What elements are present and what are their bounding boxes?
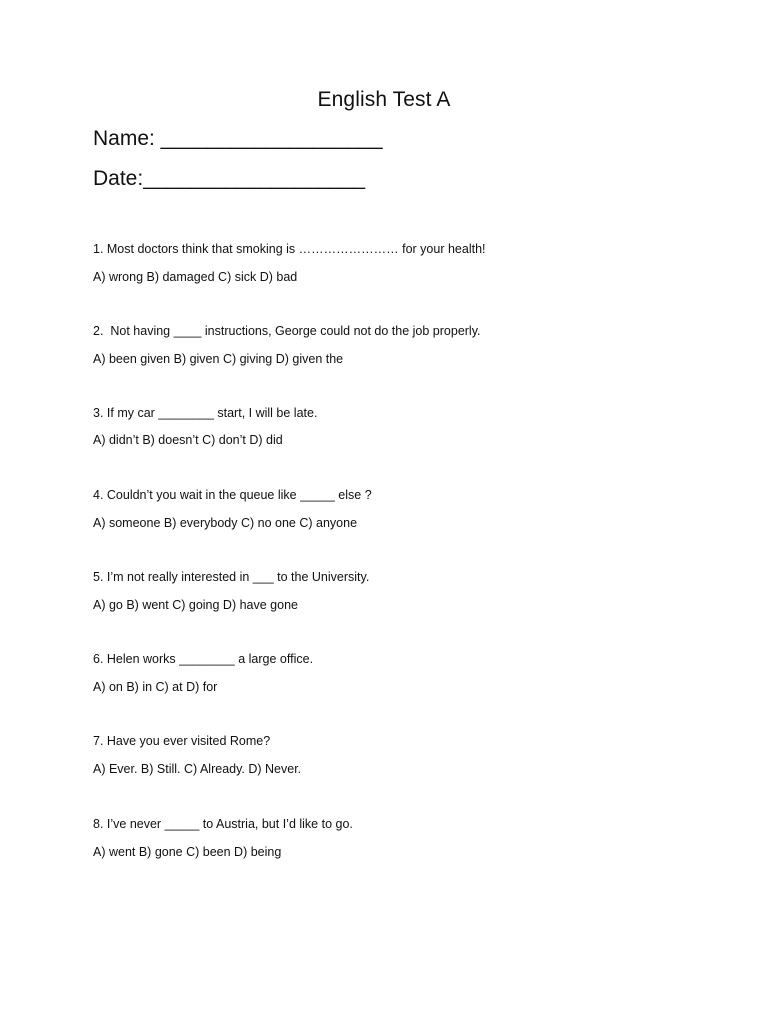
question-5: 5. I’m not really interested in ___ to the University. xyxy=(93,570,370,584)
question-3: 3. If my car ________ start, I will be late. xyxy=(93,406,318,420)
answers-8: A) went B) gone C) been D) being xyxy=(93,845,282,859)
answers-6: A) on B) in C) at D) for xyxy=(93,680,218,694)
answers-1: A) wrong B) damaged C) sick D) bad xyxy=(93,270,298,284)
question-1: 1. Most doctors think that smoking is …………………… for your health! xyxy=(93,242,486,256)
answers-4: A) someone B) everybody C) no one C) anyone xyxy=(93,516,358,530)
page-title: English Test A xyxy=(317,88,451,111)
answers-3: A) didn’t B) doesn’t C) don’t D) did xyxy=(93,433,283,447)
answers-2: A) been given B) given C) giving D) given the xyxy=(93,352,344,366)
date-field-line: Date:___________________ xyxy=(93,167,366,190)
question-6: 6. Helen works ________ a large office. xyxy=(93,652,314,666)
question-8: 8. I’ve never _____ to Austria, but I’d like to go. xyxy=(93,817,353,831)
answers-5: A) go B) went C) going D) have gone xyxy=(93,598,298,612)
name-field-line: Name: ___________________ xyxy=(93,127,383,150)
answers-7: A) Ever. B) Still. C) Already. D) Never. xyxy=(93,762,302,776)
question-7: 7. Have you ever visited Rome? xyxy=(93,734,271,748)
question-4: 4. Couldn’t you wait in the queue like _____ else ? xyxy=(93,488,372,502)
question-2: 2. Not having ____ instructions, George could not do the job properly. xyxy=(93,324,481,338)
